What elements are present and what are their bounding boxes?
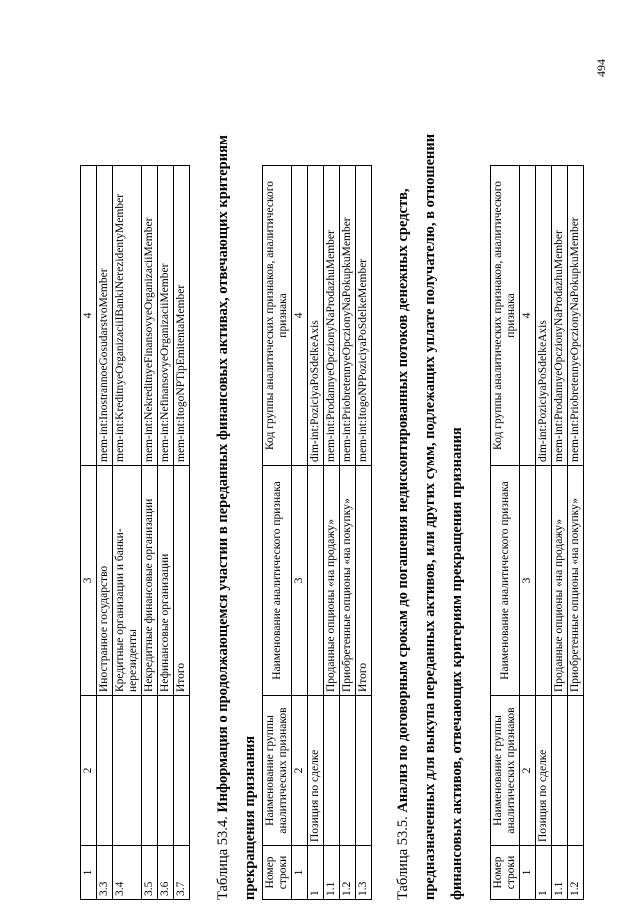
table-53-5 [490,165,584,900]
feature-name: Итого [356,466,372,696]
table-row [568,166,584,900]
feature-code: mem-int:PriobretennyeOpczionyNaPokupkuMember [340,166,356,466]
row-number: 1.3 [356,846,372,900]
table-row [113,166,142,900]
feature-name: Приобретенные опционы «на покупку» [340,466,356,696]
feature-code: mem-int:NefinansovyeOrganizaciiMember [158,166,174,466]
feature-name [536,466,552,696]
column-header: Наименование группы аналитических признаков [263,696,292,846]
group-name [340,696,356,846]
table-continuation [80,165,190,900]
group-name [97,696,113,846]
table-row [356,166,372,900]
feature-name: Приобретенные опционы «на покупку» [568,466,584,696]
column-header: Наименование аналитического признака [263,466,292,696]
feature-code: mem-int:ItogoNPPoziciyaPoSdelkeMember [356,166,372,466]
feature-name: Проданные опционы «на продажу» [324,466,340,696]
feature-code: mem-int:NekreditnyeFinansovyeOrganizaciiMember [142,166,158,466]
row-number: 3.6 [158,846,174,900]
group-name [113,696,142,846]
group-name [568,696,584,846]
feature-code: dim-int:PoziciyaPoSdelkeAxis [536,166,552,466]
table-row [308,166,324,900]
header-num-cell: 1 [520,846,536,900]
feature-code: mem-int:PriobretennyeOpczionyNaPokupkuMember [568,166,584,466]
table-row [174,166,190,900]
feature-name: Итого [174,466,190,696]
caption-title: Анализ по договорным срокам до погашения недисконтированных потоков денежных средств, предназначенных для выкупа переданных активов, или других сумм, подлежащих уплате получателю, в отношении финансовых активов, отвечающих критериям прекращения признания [395,133,465,900]
feature-name: Кредитные организации и банки-нерезиденты [113,466,142,696]
header-num-cell: 1 [81,846,97,900]
table-53-4 [262,165,372,900]
header-num-cell: 1 [292,846,308,900]
feature-code: mem-int:ItogoNPTipEmitentaMember [174,166,190,466]
header-num-cell: 2 [81,696,97,846]
feature-name: Нефинансовые организации [158,466,174,696]
feature-code: mem-int:InostrannoeGosudarstvoMember [97,166,113,466]
caption-label: Таблица 53.5. [395,816,411,900]
header-num-cell: 3 [292,466,308,696]
row-number: 3.4 [113,846,142,900]
row-number: 3.5 [142,846,158,900]
group-name: Позиция по сделке [536,696,552,846]
header-num-cell: 4 [292,166,308,466]
group-name [552,696,568,846]
page-number: 494 [594,59,608,77]
feature-name: Иностранное государство [97,466,113,696]
table-row [324,166,340,900]
group-name [142,696,158,846]
feature-code: dim-int:PoziciyaPoSdelkeAxis [308,166,324,466]
table-row [552,166,568,900]
feature-name: Некредитные финансовые организации [142,466,158,696]
header-num-cell: 2 [520,696,536,846]
header-num-cell: 2 [292,696,308,846]
table-row [536,166,552,900]
group-name [158,696,174,846]
row-number: 1.2 [568,846,584,900]
column-header: Код группы аналитических признаков, аналитического признака [491,166,520,466]
caption-table-53-5 [390,110,471,900]
row-number: 3.3 [97,846,113,900]
feature-code: mem-int:ProdannyeOpczionyNaProdazhuMember [552,166,568,466]
table-row [97,166,113,900]
header-num-cell: 4 [81,166,97,466]
column-header: Номер строки [263,846,292,900]
feature-code: mem-int:ProdannyeOpczionyNaProdazhuMember [324,166,340,466]
feature-name: Проданные опционы «на продажу» [552,466,568,696]
row-number: 3.7 [174,846,190,900]
group-name [356,696,372,846]
table-row [158,166,174,900]
group-name: Позиция по сделке [308,696,324,846]
caption-title: Информация о продолжающемся участии в переданных финансовых активах, отвечающих критериям прекращения признания [215,135,258,900]
table-row [340,166,356,900]
header-num-cell: 3 [520,466,536,696]
group-name [324,696,340,846]
column-header: Номер строки [491,846,520,900]
column-header: Наименование группы аналитических признаков [491,696,520,846]
row-number: 1.2 [340,846,356,900]
row-number: 1 [536,846,552,900]
group-name [174,696,190,846]
column-header: Код группы аналитических признаков, аналитического признака [263,166,292,466]
row-number: 1.1 [552,846,568,900]
feature-name [308,466,324,696]
feature-code: mem-int:KreditnyeOrganizaciiIBankiNerezidentyMember [113,166,142,466]
caption-table-53-4 [210,110,264,900]
table-row [142,166,158,900]
row-number: 1.1 [324,846,340,900]
column-header: Наименование аналитического признака [491,466,520,696]
header-num-cell: 3 [81,466,97,696]
row-number: 1 [308,846,324,900]
header-num-cell: 4 [520,166,536,466]
caption-label: Таблица 53.4. [215,816,231,900]
